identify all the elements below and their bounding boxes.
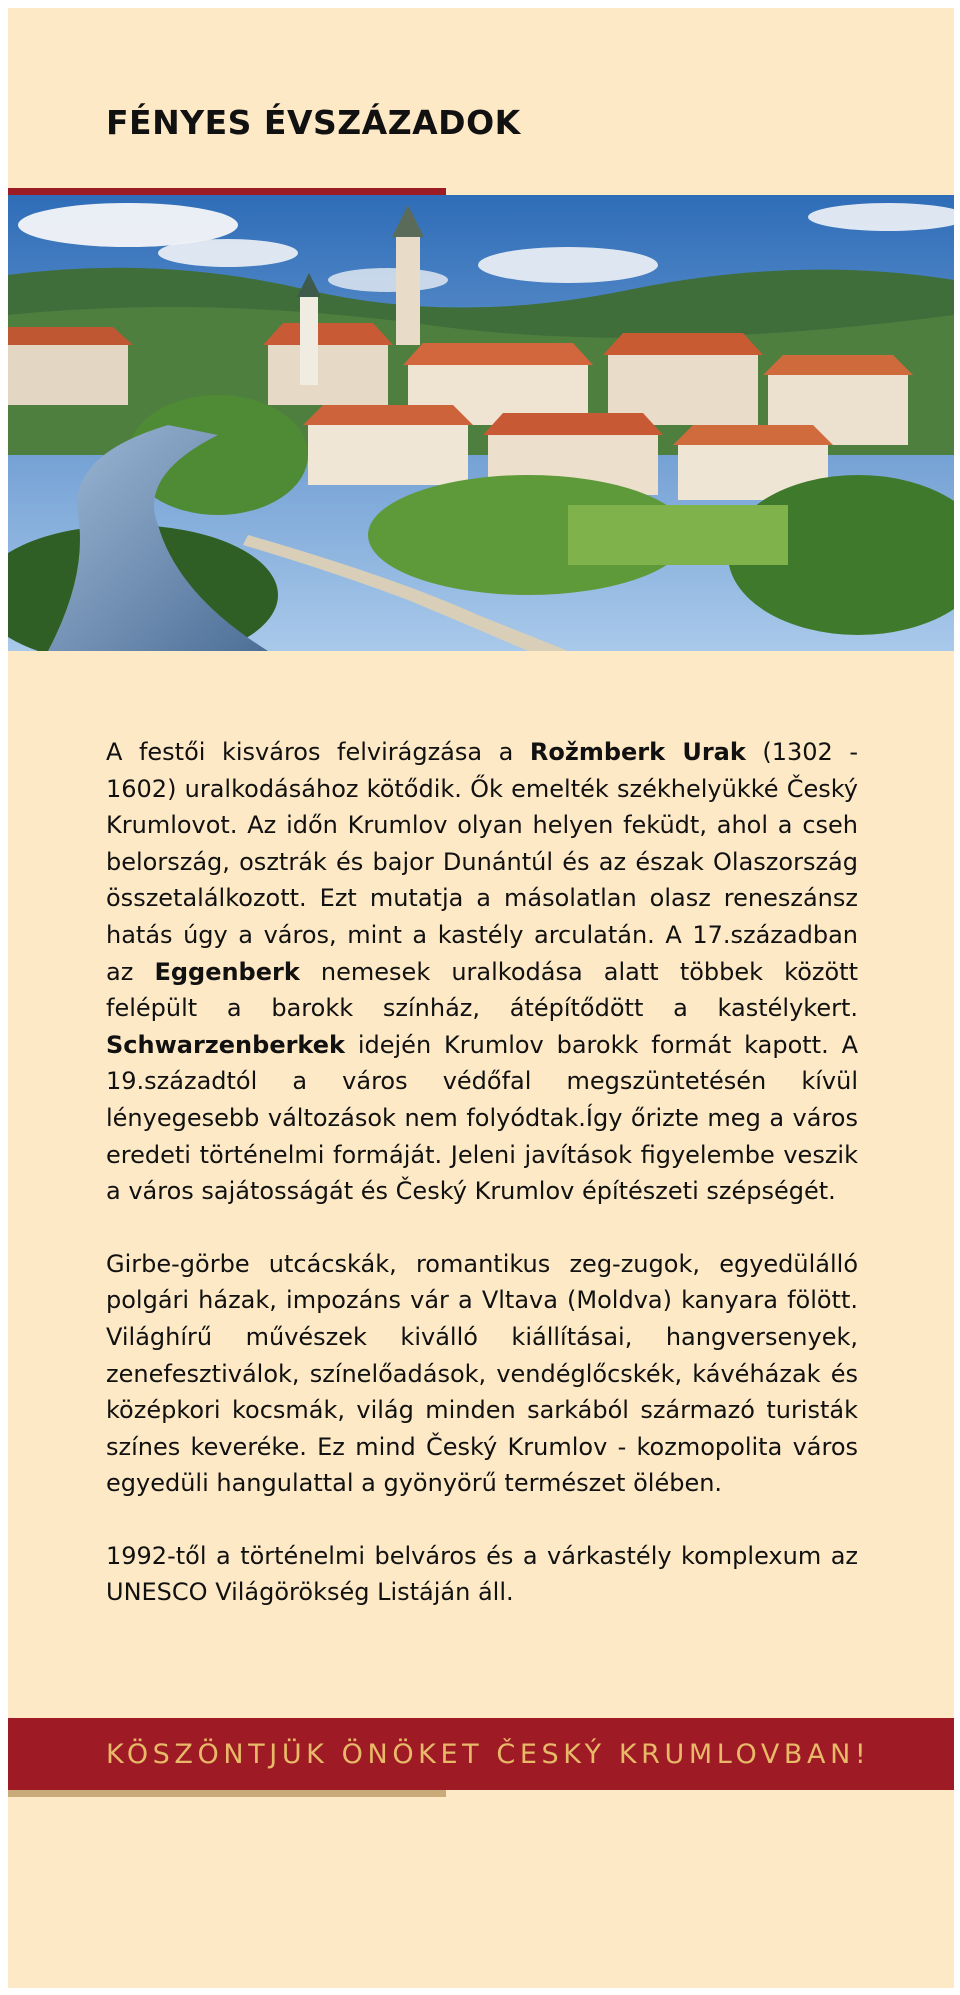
welcome-banner-text: KÖSZÖNTJÜK ÖNÖKET ČESKÝ KRUMLOVBAN!: [106, 1739, 871, 1770]
text-segment: nemesek uralkodása alatt többek között felépült a barokk színház, átépítődött a kastélykert.: [106, 957, 858, 1023]
banner-underline: [8, 1790, 446, 1797]
history-paragraph: [106, 734, 858, 1210]
brochure-page: [8, 8, 954, 1988]
bold-name: Rožmberk Urak: [529, 738, 746, 766]
unesco-paragraph: [106, 1538, 858, 1611]
text-segment: A festői kisváros felvirágzása a: [106, 738, 530, 766]
atmosphere-paragraph: [106, 1246, 858, 1502]
article-body: [106, 734, 858, 1647]
text-segment: Girbe-görbe utcácskák, romantikus zeg-zugok, egyedülálló polgári házak, impozáns vár a Vltava (Moldva) kanyara fölött. Világhírű művészek kiválló kiállításai, hangversenyek, zenefesztiválok, színelőadások, vendéglőcskék, kávéházak és középkori kocsmák, világ minden sarkából származó turisták színes keveréke. Ez mind Český Krumlov - kozmopolita város egyedüli hangulattal a gyönyörű természet ölében.: [106, 1249, 858, 1498]
text-segment: (1302 - 1602) uralkodásához kötődik. Ők emelték székhelyükké Český Krumlovot. Az időn Krumlov olyan helyen feküdt, ahol a cseh belország, osztrák és bajor Dunántúl és az észak Olaszország összetalálkozott. Ezt mutatja a másolatlan olasz reneszánsz hatás úgy a város, mint a kastély arculatán. A 17.században az: [106, 738, 858, 986]
text-segment: idején Krumlov barokk formát kapott. A 19.századtól a város védőfal megszüntetésén kívül lényegesebb változások nem folyódtak.Így őrizte meg a város eredeti történelmi formáját. Jeleni javítások figyelembe veszik a város sajátosságát és Český Krumlov építészeti szépségét.: [106, 1030, 858, 1206]
town-photo: [8, 195, 954, 651]
bold-name: Schwarzenberkek: [106, 1030, 345, 1059]
title-underline: [8, 188, 446, 195]
page-title: FÉNYES ÉVSZÁZADOK: [106, 103, 521, 142]
text-segment: 1992-től a történelmi belváros és a várkastély komplexum az UNESCO Világörökség Listáján áll.: [106, 1541, 858, 1607]
town-photo-illustration: [8, 195, 954, 651]
bold-name: Eggenberk: [154, 957, 300, 986]
